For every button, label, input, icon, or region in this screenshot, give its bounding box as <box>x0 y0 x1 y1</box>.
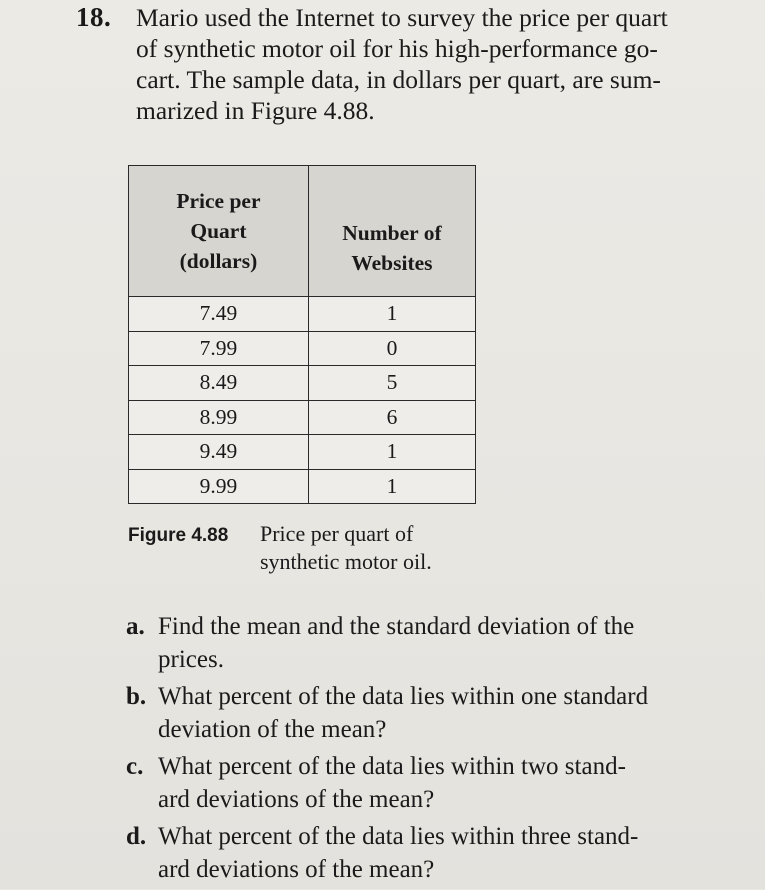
header-count <box>308 166 475 297</box>
price-frequency-table <box>128 165 476 504</box>
table-header-row <box>129 166 476 297</box>
header-price <box>129 166 309 297</box>
header-count-line: Websites <box>351 251 433 275</box>
table-row <box>129 297 476 332</box>
header-price-line: (dollars) <box>179 249 258 273</box>
problem-number: 18. <box>76 2 112 32</box>
question-parts <box>124 610 744 890</box>
part-letter: d. <box>126 823 147 850</box>
part-line: What percent of the data lies within two stand- <box>158 753 626 780</box>
table-row <box>129 366 476 401</box>
part-letter: c. <box>126 753 144 780</box>
caption-line: synthetic motor oil. <box>260 549 432 574</box>
count-cell: 1 <box>308 469 475 504</box>
count-cell: 6 <box>308 400 475 435</box>
figure-caption <box>128 520 432 576</box>
count-cell: 0 <box>308 331 475 366</box>
part-letter: b. <box>126 683 147 710</box>
part-line: What percent of the data lies within three stand- <box>158 823 639 850</box>
figure-label: Figure 4.88 <box>128 525 229 546</box>
problem-text-line: of synthetic motor oil for his high-performance go- <box>136 34 658 63</box>
part-line: ard deviations of the mean? <box>158 856 435 883</box>
count-cell: 1 <box>308 297 475 332</box>
question-part-c <box>124 750 744 816</box>
table-row <box>129 469 476 504</box>
part-line: prices. <box>158 646 224 673</box>
problem-text-line: cart. The sample data, in dollars per quart, are sum- <box>136 65 661 94</box>
part-line: Find the mean and the standard deviation of the <box>158 613 635 640</box>
part-line: deviation of the mean? <box>158 716 387 743</box>
header-price-line: Quart <box>190 219 247 243</box>
figure-caption-text <box>260 520 432 576</box>
table-row <box>129 400 476 435</box>
question-part-b <box>124 680 744 746</box>
count-cell: 1 <box>308 435 475 470</box>
problem-text-line: Mario used the Internet to survey the price per quart <box>136 3 668 32</box>
part-letter: a. <box>126 613 145 640</box>
problem-statement <box>136 2 736 126</box>
table-row <box>129 331 476 366</box>
price-cell: 9.49 <box>129 435 309 470</box>
question-part-d <box>124 820 744 886</box>
table-row <box>129 435 476 470</box>
problem-text-line: marized in Figure 4.88. <box>136 96 375 125</box>
price-cell: 9.99 <box>129 469 309 504</box>
header-count-line: Number of <box>342 221 442 245</box>
question-part-a <box>124 610 744 676</box>
price-cell: 7.49 <box>129 297 309 332</box>
part-line: What percent of the data lies within one standard <box>158 683 649 710</box>
caption-line: Price per quart of <box>260 521 414 546</box>
price-cell: 8.99 <box>129 400 309 435</box>
part-line: ard deviations of the mean? <box>158 786 435 813</box>
count-cell: 5 <box>308 366 475 401</box>
header-price-line: Price per <box>176 189 261 213</box>
price-cell: 7.99 <box>129 331 309 366</box>
price-cell: 8.49 <box>129 366 309 401</box>
